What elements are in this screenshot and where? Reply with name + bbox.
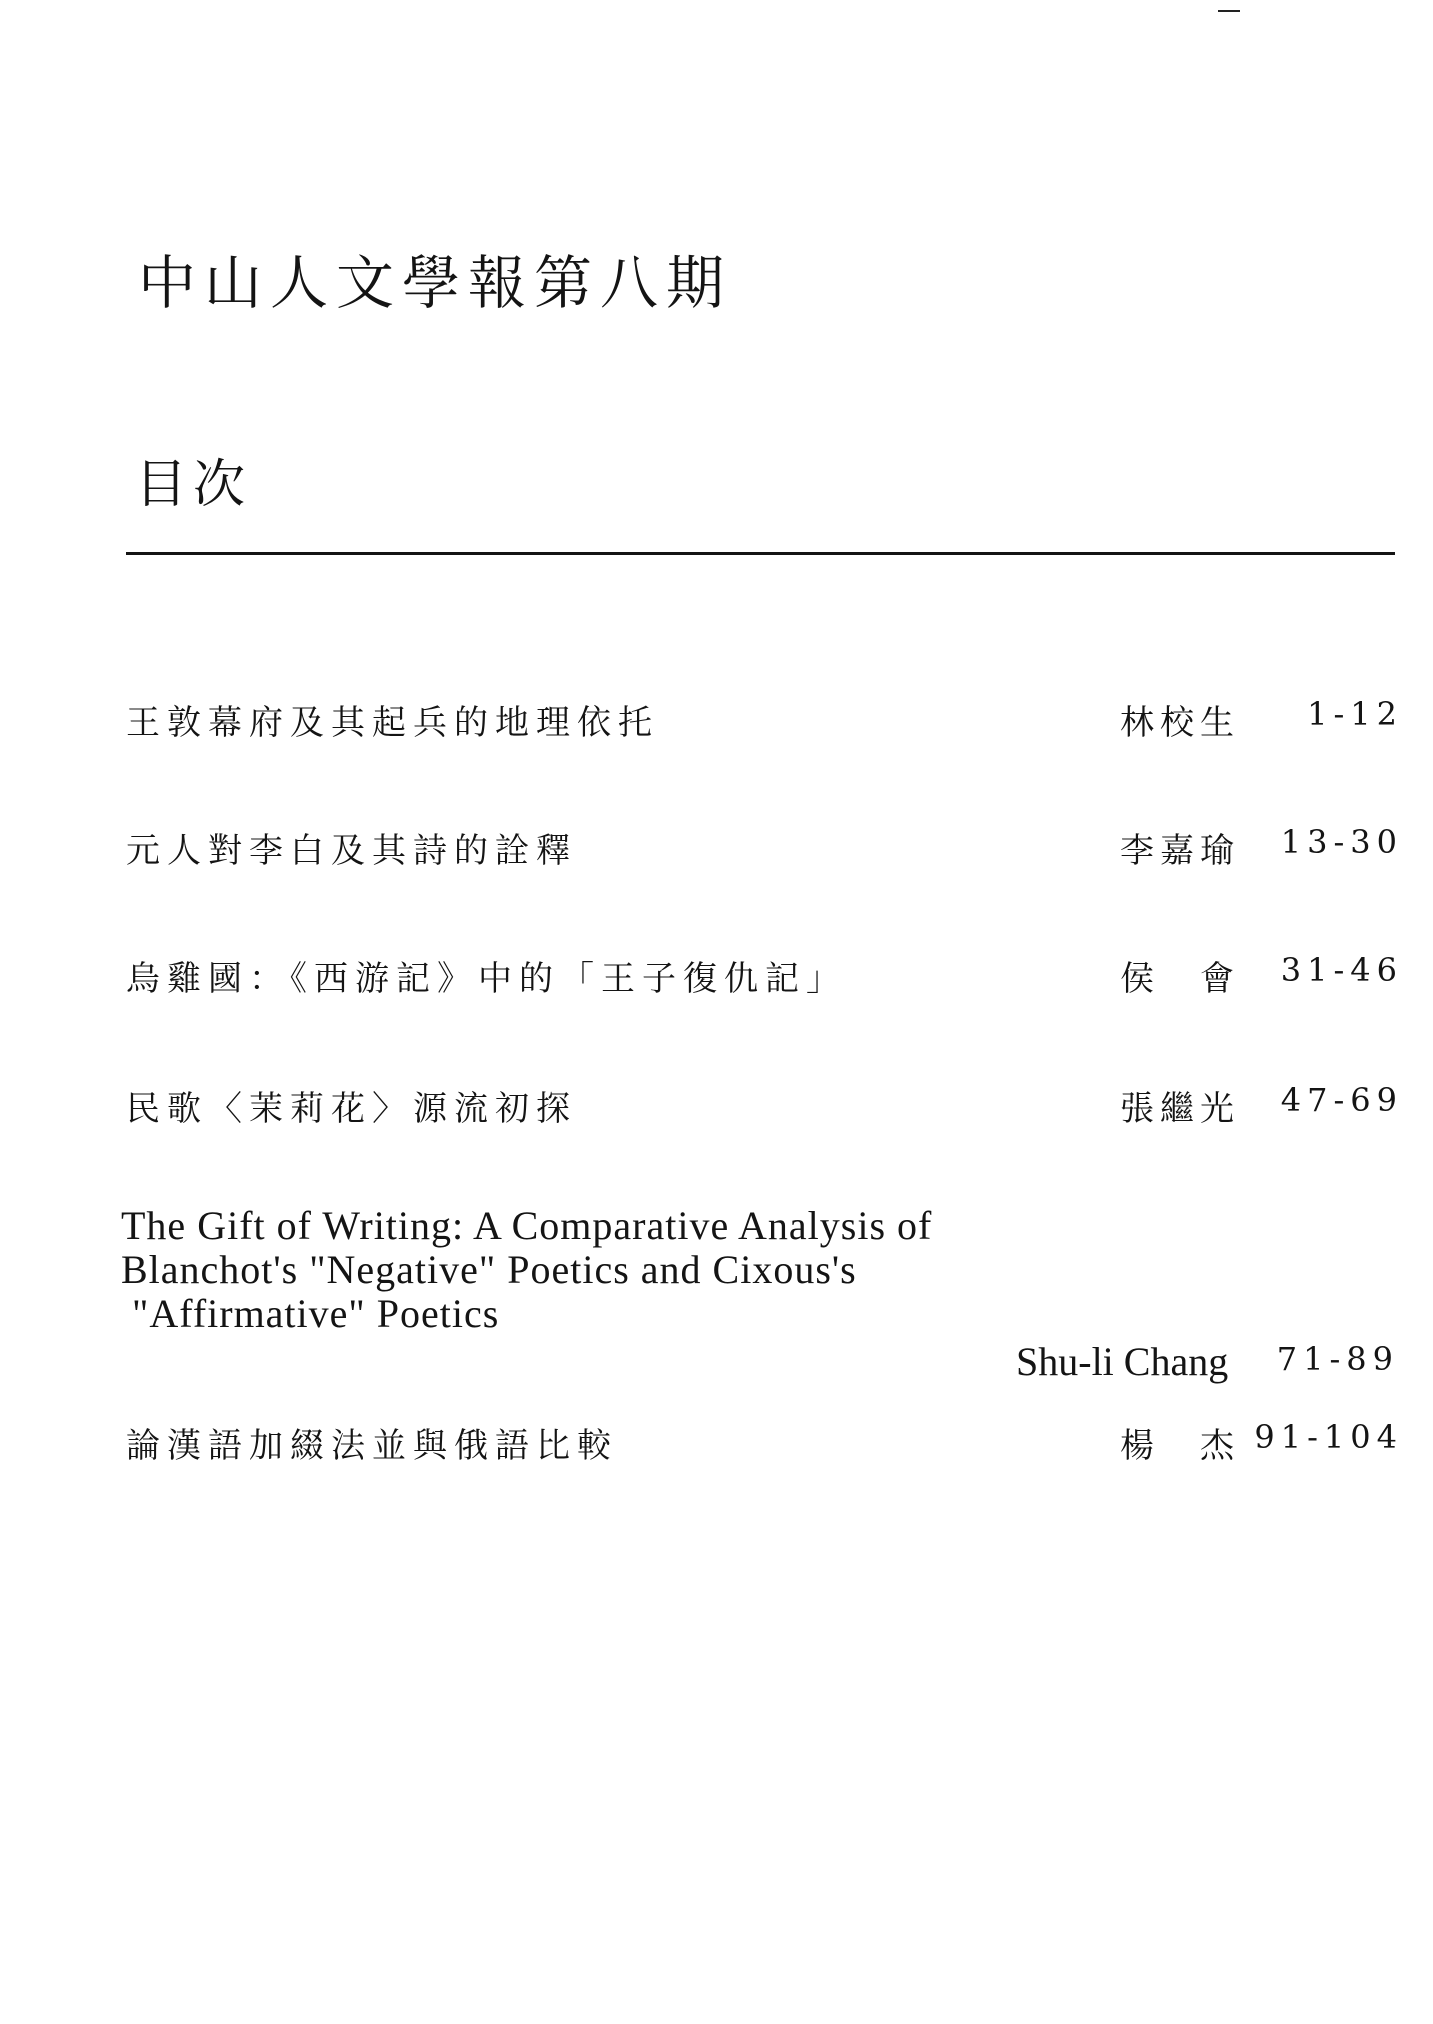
entry-author: 林校生 bbox=[1120, 703, 1240, 743]
entry-pages: 1-12 bbox=[1307, 695, 1403, 733]
entry-title: 烏雞國：《西游記》中的「王子復仇記」 bbox=[126, 959, 847, 999]
entry-title: 元人對李白及其詩的詮釋 bbox=[126, 831, 577, 871]
entry-author: 張繼光 bbox=[1120, 1089, 1240, 1129]
entry-pages: 47-69 bbox=[1280, 1081, 1403, 1119]
entry-title: 民歌〈茉莉花〉源流初探 bbox=[126, 1089, 577, 1129]
toc-heading: 目次 bbox=[135, 455, 252, 515]
entry-title: 王敦幕府及其起兵的地理依托 bbox=[126, 703, 659, 743]
entry-author: 李嘉瑜 bbox=[1120, 831, 1240, 871]
entry-title-line: "Affirmative" Poetics bbox=[121, 1291, 500, 1336]
heading-rule bbox=[126, 552, 1395, 555]
entry-pages: 31-46 bbox=[1280, 951, 1403, 989]
entry-pages: 71-89 bbox=[1276, 1340, 1399, 1378]
entry-title-line: The Gift of Writing: A Comparative Analysis of bbox=[121, 1203, 933, 1248]
scan-mark bbox=[1218, 10, 1240, 12]
entry-author: Shu-li Chang bbox=[1016, 1339, 1229, 1384]
entry-pages: 91-104 bbox=[1254, 1418, 1403, 1456]
entry-title: 論漢語加綴法並與俄語比較 bbox=[126, 1426, 618, 1466]
entry-title-english bbox=[121, 1204, 932, 1336]
entry-pages: 13-30 bbox=[1280, 823, 1403, 861]
entry-author: 楊 杰 bbox=[1120, 1426, 1240, 1466]
journal-title: 中山人文學報第八期 bbox=[138, 249, 733, 317]
entry-author: 侯 會 bbox=[1120, 959, 1240, 999]
entry-title-line: Blanchot's "Negative" Poetics and Cixous's bbox=[121, 1247, 857, 1292]
